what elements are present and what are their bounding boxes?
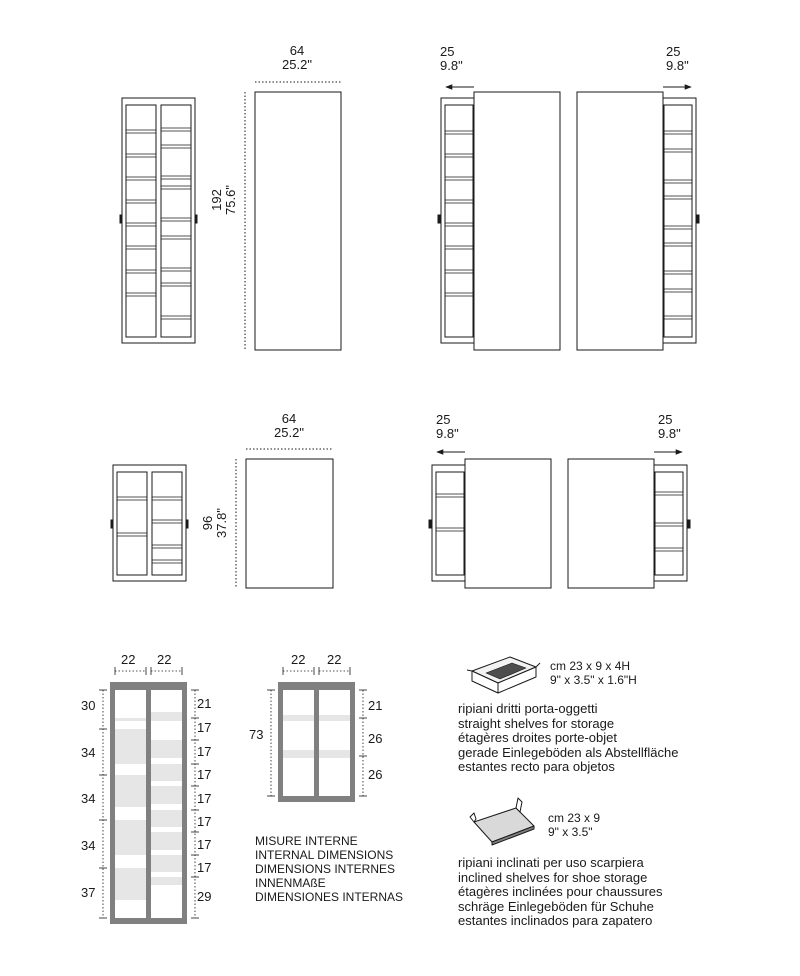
legend-line: DIMENSIONES INTERNAS	[255, 890, 404, 904]
legend-line: INNENMAßE	[255, 876, 326, 890]
inclined-shelf-size-cm: cm 23 x 9	[548, 811, 601, 825]
tall-right-height-3: 17	[197, 744, 212, 759]
inclined-shelf-size	[548, 811, 600, 839]
inclined-shelf-size-in: 9" x 3.5"	[548, 825, 593, 839]
low-cabinet-front-closed	[236, 449, 333, 588]
full-open-right-label	[666, 45, 702, 73]
tall-right-height-4: 17	[197, 767, 212, 782]
description-line: straight shelves for storage	[458, 715, 615, 731]
tall-col-width-2: 22	[157, 652, 172, 667]
full-width-in: 25.2"	[282, 57, 312, 72]
description-line: ripiani dritti porta-oggetti	[458, 701, 598, 716]
full-height-cm: 192	[209, 189, 224, 211]
full-width-label	[274, 44, 320, 72]
tall-right-height-5: 17	[197, 791, 212, 806]
legend-line: DIMENSIONS INTERNES	[255, 862, 396, 876]
tall-right-height-1: 21	[197, 696, 212, 711]
low-cabinet-open-left	[429, 452, 551, 588]
full-width-cm: 64	[289, 43, 305, 58]
internal-section-short	[267, 667, 367, 802]
tall-right-height-9: 29	[197, 889, 212, 904]
tall-col-width-1: 22	[121, 652, 136, 667]
short-left-height-1: 73	[249, 727, 264, 742]
tall-cabinet-front-glass	[120, 98, 197, 343]
tall-right-height-8: 17	[197, 860, 212, 875]
internal-section-tall	[99, 667, 199, 924]
description-line: inclined shelves for shoe storage	[458, 869, 648, 885]
half-open-right-cm: 25	[658, 412, 673, 427]
tall-left-height-5: 37	[81, 885, 96, 900]
legend-line: INTERNAL DIMENSIONS	[255, 848, 394, 862]
tall-cabinet-front-closed	[245, 82, 341, 350]
full-height-in: 75.6"	[223, 185, 238, 215]
tall-right-height-2: 17	[197, 720, 212, 735]
half-open-left-in: 9.8"	[436, 426, 459, 441]
half-width-label	[266, 412, 312, 440]
description-line: schräge Einlegeböden für Schuhe	[458, 898, 654, 914]
description-line: estantes inclinados para zapatero	[458, 913, 653, 928]
short-col-width-2: 22	[327, 652, 342, 667]
straight-shelf-size-in: 9" x 3.5" x 1.6"H	[550, 673, 637, 687]
half-width-cm: 64	[281, 411, 297, 426]
short-right-height-1: 21	[368, 698, 383, 713]
short-col-width-1: 22	[291, 652, 306, 667]
tall-right-height-7: 17	[197, 837, 212, 852]
half-open-right-label	[658, 413, 694, 441]
half-height-label	[201, 501, 229, 545]
full-open-left-cm: 25	[440, 44, 455, 59]
low-cabinet-open-right	[568, 452, 690, 588]
tall-left-height-2: 34	[81, 745, 96, 760]
straight-shelf-description	[458, 702, 678, 775]
straight-shelf-size	[550, 659, 637, 687]
short-right-height-3: 26	[368, 767, 383, 782]
inclined-shelf-description	[458, 856, 663, 929]
straight-shelf-illustration	[467, 657, 540, 693]
internal-dimensions-legend	[255, 834, 403, 904]
half-open-left-label	[436, 413, 472, 441]
straight-shelf-size-cm: cm 23 x 9 x 4H	[550, 659, 631, 673]
tall-left-height-1: 30	[81, 698, 96, 713]
full-open-left-in: 9.8"	[440, 58, 463, 73]
half-open-right-in: 9.8"	[658, 426, 681, 441]
description-line: étagères droites porte-objet	[458, 730, 617, 745]
full-open-right-in: 9.8"	[666, 58, 689, 73]
description-line: gerade Einlegeböden als Abstellfläche	[458, 744, 679, 760]
half-height-cm: 96	[200, 515, 215, 531]
tall-left-height-3: 34	[81, 791, 96, 806]
description-line: estantes recto para objetos	[458, 759, 615, 774]
full-open-left-label	[440, 45, 476, 73]
description-line: ripiani inclinati per uso scarpiera	[458, 855, 644, 870]
tall-cabinet-open-left	[438, 87, 560, 350]
tall-right-height-6: 17	[197, 814, 212, 829]
short-right-height-2: 26	[368, 731, 383, 746]
half-open-left-cm: 25	[436, 412, 451, 427]
low-cabinet-front-glass	[111, 465, 188, 581]
full-open-right-cm: 25	[666, 44, 681, 59]
description-line: étagères inclinées pour chaussures	[458, 884, 663, 899]
full-height-label	[210, 178, 238, 222]
tall-left-height-4: 34	[81, 838, 96, 853]
half-width-in: 25.2"	[274, 425, 304, 440]
legend-line: MISURE INTERNE	[255, 834, 358, 848]
inclined-shelf-illustration	[470, 798, 534, 845]
half-height-in: 37.8"	[214, 508, 229, 538]
tall-cabinet-open-right	[577, 87, 699, 350]
